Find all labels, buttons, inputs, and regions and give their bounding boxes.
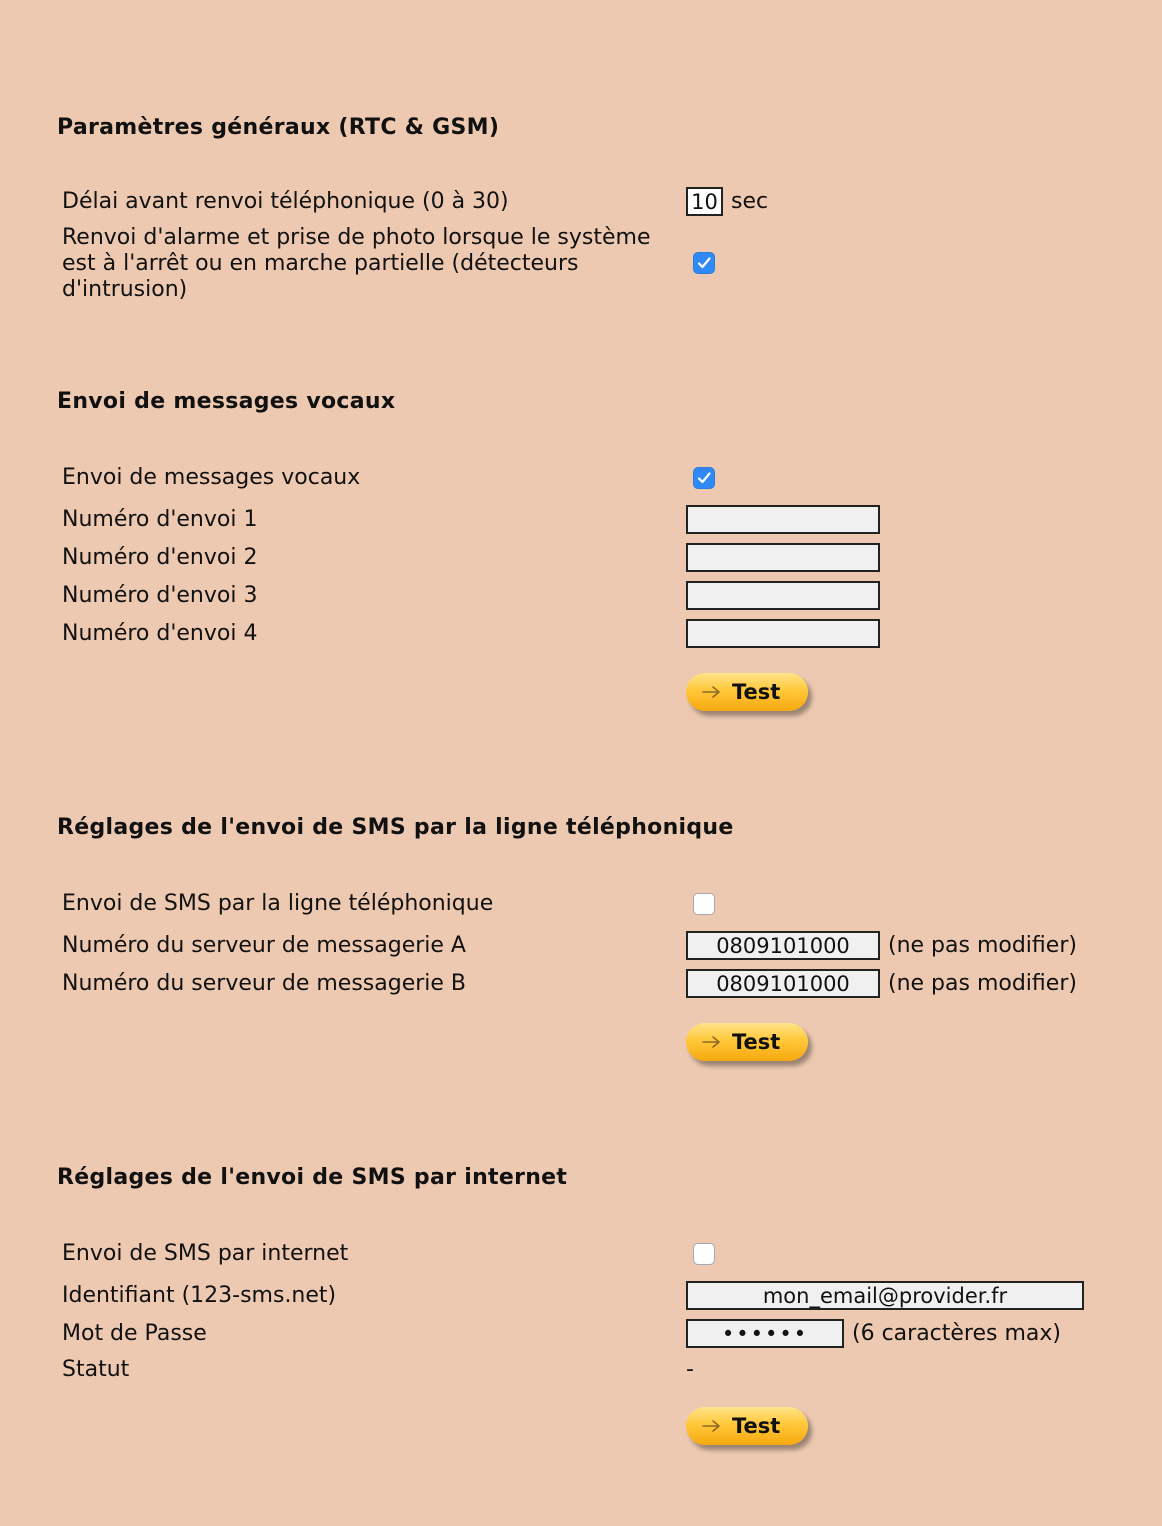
- password-input[interactable]: [686, 1319, 844, 1348]
- arrow-right-icon: [702, 1419, 722, 1433]
- server-a-input[interactable]: [686, 931, 880, 960]
- sms-internet-enable-label: Envoi de SMS par internet: [62, 1241, 349, 1266]
- sms-line-enable-checkbox[interactable]: [693, 893, 715, 915]
- voice-enable-label: Envoi de messages vocaux: [62, 465, 361, 490]
- identifier-input[interactable]: [686, 1281, 1084, 1310]
- delay-unit: sec: [731, 189, 769, 214]
- server-a-label: Numéro du serveur de messagerie A: [62, 933, 466, 958]
- server-a-note: (ne pas modifier): [888, 933, 1077, 958]
- status-label: Statut: [62, 1357, 130, 1382]
- alarm-checkbox[interactable]: [693, 252, 715, 274]
- sms-internet-test-label: Test: [732, 1414, 781, 1438]
- check-icon: [694, 253, 714, 273]
- check-icon: [694, 468, 714, 488]
- section-title-voice: Envoi de messages vocaux: [57, 389, 396, 414]
- alarm-label: Renvoi d'alarme et prise de photo lorsque le système est à l'arrêt ou en marche partielle (détecteurs d'intrusion): [62, 225, 651, 302]
- voice-number-input-1[interactable]: [686, 505, 880, 534]
- voice-number-label-4: Numéro d'envoi 4: [62, 621, 258, 646]
- voice-number-input-4[interactable]: [686, 619, 880, 648]
- sms-line-test-button[interactable]: [686, 1023, 808, 1061]
- delay-input[interactable]: [686, 187, 723, 216]
- sms-internet-test-button[interactable]: [686, 1407, 808, 1445]
- server-b-input[interactable]: [686, 969, 880, 998]
- password-note: (6 caractères max): [852, 1321, 1061, 1346]
- section-title-sms-line: Réglages de l'envoi de SMS par la ligne téléphonique: [57, 815, 734, 840]
- voice-number-label-1: Numéro d'envoi 1: [62, 507, 258, 532]
- server-b-note: (ne pas modifier): [888, 971, 1077, 996]
- identifier-label: Identifiant (123-sms.net): [62, 1283, 337, 1308]
- voice-number-input-2[interactable]: [686, 543, 880, 572]
- status-value: -: [686, 1357, 694, 1382]
- voice-enable-checkbox[interactable]: [693, 467, 715, 489]
- voice-number-label-3: Numéro d'envoi 3: [62, 583, 258, 608]
- server-b-label: Numéro du serveur de messagerie B: [62, 971, 467, 996]
- sms-line-enable-label: Envoi de SMS par la ligne téléphonique: [62, 891, 494, 916]
- password-label: Mot de Passe: [62, 1321, 207, 1346]
- voice-test-label: Test: [732, 680, 781, 704]
- sms-line-test-label: Test: [732, 1030, 781, 1054]
- voice-number-input-3[interactable]: [686, 581, 880, 610]
- section-title-sms-internet: Réglages de l'envoi de SMS par internet: [57, 1165, 568, 1190]
- voice-test-button[interactable]: [686, 673, 808, 711]
- sms-internet-enable-checkbox[interactable]: [693, 1243, 715, 1265]
- delay-label: Délai avant renvoi téléphonique (0 à 30): [62, 189, 509, 214]
- voice-number-label-2: Numéro d'envoi 2: [62, 545, 258, 570]
- arrow-right-icon: [702, 1035, 722, 1049]
- arrow-right-icon: [702, 685, 722, 699]
- section-title-general: Paramètres généraux (RTC & GSM): [57, 115, 500, 140]
